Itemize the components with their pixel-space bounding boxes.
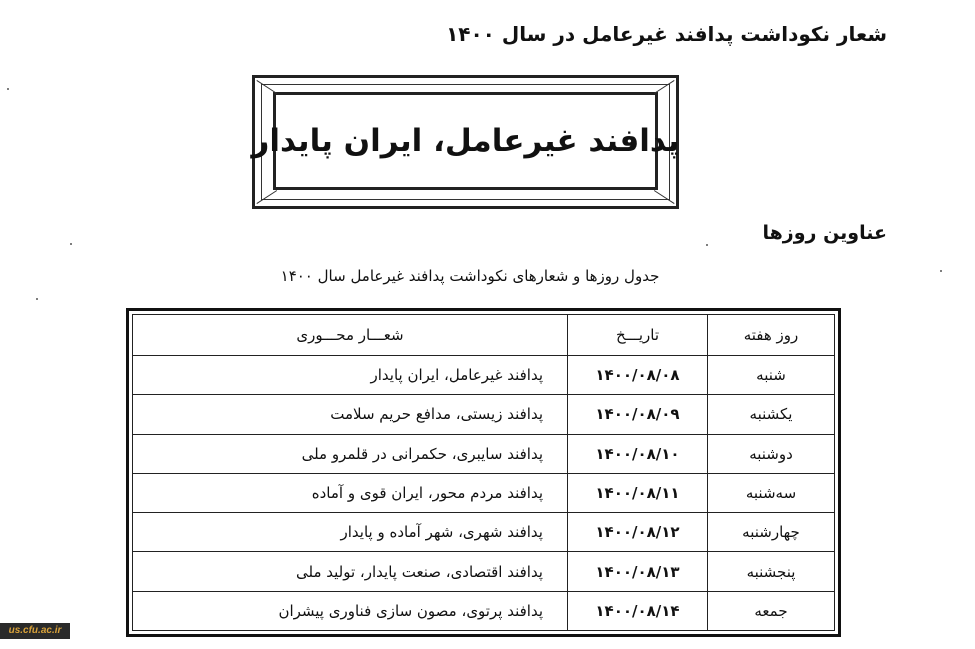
table-row: [133, 552, 835, 591]
page-title: شعار نکوداشت پدافند غیرعامل در سال ۱۴۰۰: [446, 22, 887, 46]
slogan-cell: پدافند غیرعامل، ایران پایدار: [133, 356, 568, 395]
frame-corner-line: [256, 190, 277, 204]
slogan-text: پدافند غیرعامل، ایران پایدار: [251, 123, 680, 159]
scan-speck: [706, 244, 708, 246]
header-slogan: شعـــار محـــوری: [133, 315, 568, 356]
frame-corner-line: [654, 190, 675, 204]
schedule-table: [132, 314, 835, 631]
date-cell: ۱۴۰۰/۰۸/۰۸: [568, 356, 708, 395]
date-cell: ۱۴۰۰/۰۸/۰۹: [568, 395, 708, 434]
scan-speck: [940, 270, 942, 272]
header-date: تاریـــخ: [568, 315, 708, 356]
slogan-cell: پدافند اقتصادی، صنعت پایدار، تولید ملی: [133, 552, 568, 591]
table-row: [133, 356, 835, 395]
schedule-table-frame: [126, 308, 841, 637]
scan-speck: [7, 88, 9, 90]
day-cell: سه‌شنبه: [708, 473, 835, 512]
slogan-inner-frame: [251, 92, 680, 190]
slogan-cell: پدافند سایبری، حکمرانی در قلمرو ملی: [133, 434, 568, 473]
table-caption: جدول روزها و شعارهای نکوداشت پدافند غیرعامل سال ۱۴۰۰: [280, 267, 660, 285]
table-row: [133, 395, 835, 434]
frame-corner-line: [256, 80, 277, 94]
site-watermark: us.cfu.ac.ir: [0, 623, 70, 639]
day-cell: جمعه: [708, 591, 835, 630]
date-cell: ۱۴۰۰/۰۸/۱۰: [568, 434, 708, 473]
day-cell: شنبه: [708, 356, 835, 395]
day-cell: دوشنبه: [708, 434, 835, 473]
date-cell: ۱۴۰۰/۰۸/۱۳: [568, 552, 708, 591]
table-row: [133, 473, 835, 512]
day-cell: یکشنبه: [708, 395, 835, 434]
frame-corner-line: [654, 80, 675, 94]
date-cell: ۱۴۰۰/۰۸/۱۲: [568, 513, 708, 552]
scan-speck: [36, 298, 38, 300]
day-cell: پنجشنبه: [708, 552, 835, 591]
slogan-cell: پدافند زیستی، مدافع حریم سلامت: [133, 395, 568, 434]
day-cell: چهارشنبه: [708, 513, 835, 552]
table-header-row: [133, 315, 835, 356]
table-row: [133, 513, 835, 552]
scan-speck: [70, 243, 72, 245]
slogan-box: [252, 75, 679, 209]
slogan-cell: پدافند پرتوی، مصون سازی فناوری پیشران: [133, 591, 568, 630]
header-day: روز هفته: [708, 315, 835, 356]
date-cell: ۱۴۰۰/۰۸/۱۱: [568, 473, 708, 512]
slogan-cell: پدافند شهری، شهر آماده و پایدار: [133, 513, 568, 552]
table-row: [133, 434, 835, 473]
slogan-cell: پدافند مردم محور، ایران قوی و آماده: [133, 473, 568, 512]
table-row: [133, 591, 835, 630]
section-heading: عناوین روزها: [762, 222, 887, 244]
date-cell: ۱۴۰۰/۰۸/۱۴: [568, 591, 708, 630]
